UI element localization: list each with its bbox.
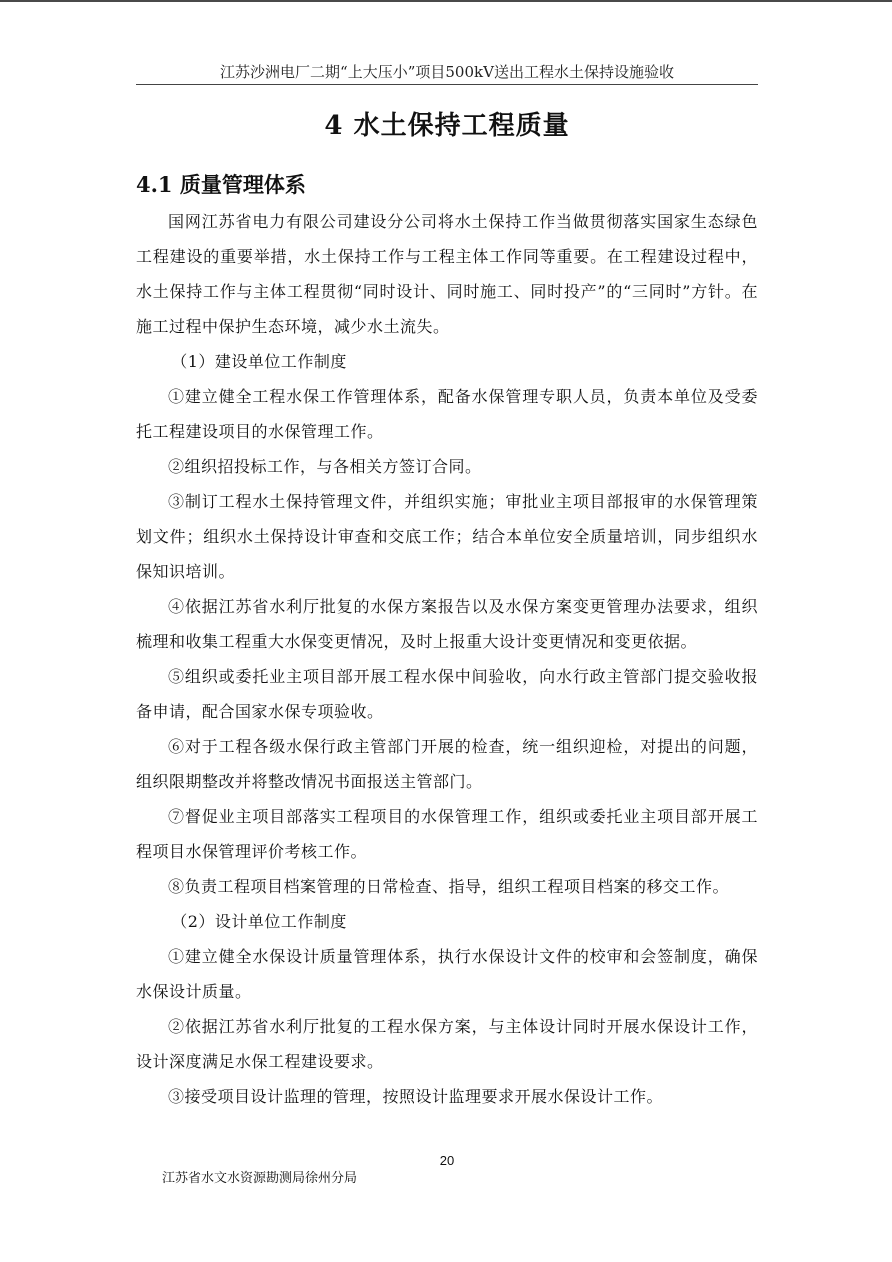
page-number: 20: [439, 1153, 455, 1168]
list-item: ④依据江苏省水利厅批复的水保方案报告以及水保方案变更管理办法要求，组织梳理和收集工程重大水保变更情况，及时上报重大设计变更情况和变更依据。: [136, 597, 758, 651]
list-item: ①建立健全工程水保工作管理体系，配备水保管理专职人员，负责本单位及受委托工程建设项目的水保管理工作。: [136, 387, 758, 441]
body-text: [136, 204, 758, 1114]
running-header: 江苏沙洲电厂二期“上大压小”项目500kV送出工程水土保持设施验收: [220, 63, 674, 81]
section-title: 4.1 质量管理体系: [136, 172, 306, 197]
list-item: ⑥对于工程各级水保行政主管部门开展的检查，统一组织迎检，对提出的问题，组织限期整改并将整改情况书面报送主管部门。: [136, 737, 758, 791]
list-item: ②依据江苏省水利厅批复的工程水保方案，与主体设计同时开展水保设计工作，设计深度满足水保工程建设要求。: [136, 1017, 758, 1071]
list-item: ⑦督促业主项目部落实工程项目的水保管理工作，组织或委托业主项目部开展工程项目水保管理评价考核工作。: [136, 807, 758, 861]
list-item: ③制订工程水土保持管理文件，并组织实施；审批业主项目部报审的水保管理策划文件；组织水土保持设计审查和交底工作；结合本单位安全质量培训，同步组织水保知识培训。: [136, 492, 758, 581]
subsection-heading-2: （2）设计单位工作制度: [171, 912, 347, 931]
list-item: ③接受项目设计监理的管理，按照设计监理要求开展水保设计工作。: [168, 1087, 664, 1106]
list-item: ②组织招投标工作，与各相关方签订合同。: [168, 457, 482, 476]
subsection-heading-1: （1）建设单位工作制度: [171, 352, 347, 371]
chapter-title: 4 水土保持工程质量: [324, 111, 570, 141]
footer-organization: 江苏省水文水资源勘测局徐州分局: [162, 1171, 358, 1186]
intro-paragraph: 国网江苏省电力有限公司建设分公司将水土保持工作当做贯彻落实国家生态绿色工程建设的重要举措，水土保持工作与工程主体工作同等重要。在工程建设过程中，水土保持工作与主体工程贯彻“同时设计、同时施工、同时投产”的“三同时”方针。在施工过程中保护生态环境，减少水土流失。: [136, 212, 758, 336]
header-rule: [136, 84, 758, 85]
list-item: ⑤组织或委托业主项目部开展工程水保中间验收，向水行政主管部门提交验收报备申请，配合国家水保专项验收。: [136, 667, 758, 721]
page-top-border: [0, 0, 892, 2]
list-item: ①建立健全水保设计质量管理体系，执行水保设计文件的校审和会签制度，确保水保设计质量。: [136, 947, 758, 1001]
list-item: ⑧负责工程项目档案管理的日常检查、指导，组织工程项目档案的移交工作。: [168, 877, 730, 896]
